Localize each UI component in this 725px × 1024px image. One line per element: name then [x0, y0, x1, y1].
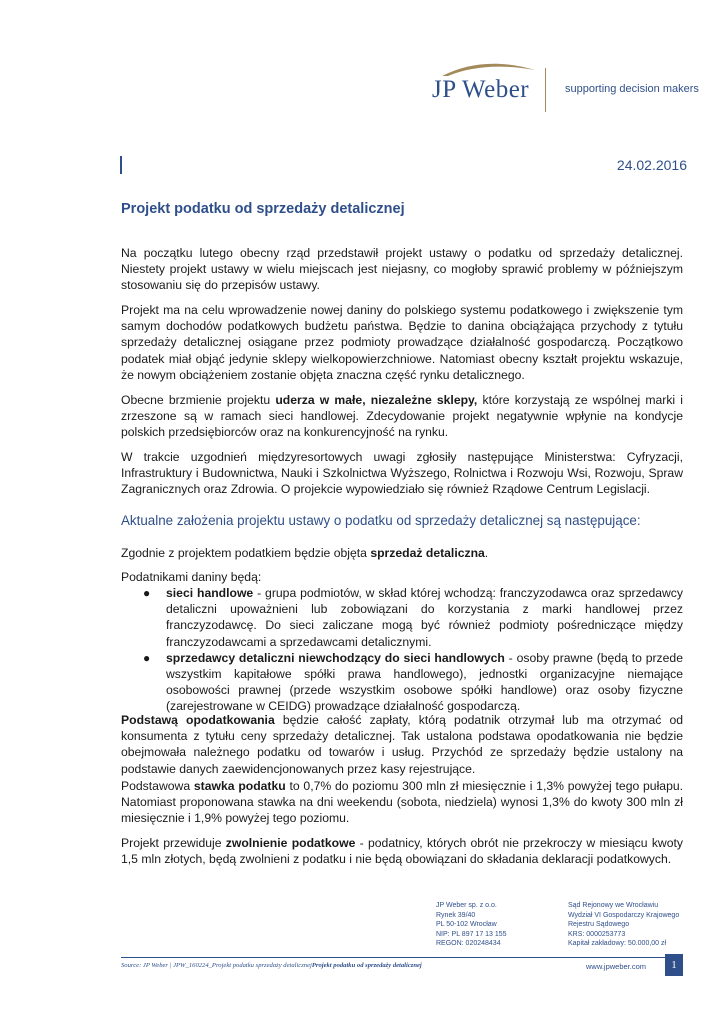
paragraph-tax-base — [121, 712, 683, 777]
footer-company-info — [436, 901, 507, 949]
paragraph-goal: Projekt ma na celu wprowadzenie nowej daniny do polskiego systemu podatkowego i zwiększenie tym samym dochodów podatkowych budżetu państwa. Będzie to danina obciążająca przychody z tytułu sprzedaży detalicznej osiągane przez podmioty prowadzące działalność gospodarczą. Początkowo podatek miał objąć jedynie sklepy wielkopowierzchniowe. Natomiast obecny kształt projektu wskazuje, że nowym obciążeniem zostanie objęta znaczna część rynku detalicznego. — [121, 303, 683, 382]
footer-line: KRS: 0000253773 — [568, 930, 626, 938]
text-run: będzie całość zapłaty, którą podatnik otrzymał lub ma otrzymać od konsumenta z tytułu ceny sprzedaży detalicznej. Tak ustalona podstawa opodatkowania nie będzie obejmowała należnego podatku od towarów i usług. Przychód ze sprzedaży będzie ustalony na podstawie danych zaewidencjonowanych przez kasy rejestrujące. — [121, 713, 683, 776]
footer-court-info — [568, 901, 679, 949]
text-run-bold: sprzedaż detaliczna — [370, 546, 485, 560]
footer-source-text: Source: JP Weber | JPW_160224_Projekt podatku sprzedaży detalicznej — [121, 962, 312, 969]
footer-line: PL 50-102 Wrocław — [436, 921, 497, 928]
text-run-bold: Podstawą opodatkowania — [121, 713, 275, 727]
list-item — [121, 650, 683, 715]
logo-name: JP Weber — [432, 76, 530, 103]
list-item-bold: sieci handlowe — [166, 586, 254, 600]
text-run-bold: stawka podatku — [193, 779, 286, 793]
taxpayers-list — [121, 585, 683, 715]
paragraph-taxpayers: Podatnikami daniny będą: — [121, 570, 262, 584]
paragraph-exemption — [121, 835, 683, 867]
footer-line: REGON: 020248434 — [436, 940, 501, 947]
paragraph-impact — [121, 392, 683, 441]
paragraph-ministries: W trakcie uzgodnień międzyresortowych uwagi zgłosiły następujące Ministerstwa: Cyfryzacji, Infrastruktury i Budownictwa, Nauki i Szkolnictwa Wyższego, Rolnictwa i Rozwoju Wsi, Rozwoju, Spraw Zagranicznych oraz Zdrowia. O projekcie wypowiedziało się również Rządowe Centrum Legislacji. — [121, 450, 683, 497]
footer-line: Wydział VI Gospodarczy Krajowego — [568, 911, 680, 919]
date-bar — [120, 156, 122, 174]
text-run: Podstawowa — [121, 779, 194, 793]
footer-line: Sąd Rejonowy we Wrocławiu — [568, 902, 659, 909]
footer-line: Rynek 39/40 — [436, 911, 476, 919]
list-item-bold: sprzedawcy detaliczni niewchodzący do sieci handlowych — [166, 650, 505, 665]
document-date: 24.02.2016 — [616, 157, 687, 173]
bullet-icon: ● — [143, 650, 151, 665]
footer-website-link[interactable]: www.jpweber.com — [586, 962, 647, 971]
page-number: 1 — [665, 954, 683, 976]
text-run-bold: uderza w małe, niezależne sklepy, — [275, 393, 478, 407]
logo-tagline: supporting decision makers — [565, 83, 699, 95]
list-item — [121, 585, 683, 650]
text-run-bold: zwolnienie podatkowe — [225, 836, 356, 850]
bullet-icon: ● — [143, 586, 151, 600]
footer-line: Kapitał zakładowy: 50.000,00 zł — [568, 940, 667, 947]
paragraph-scope — [121, 545, 683, 561]
text-run: Projekt przewiduje — [121, 836, 226, 850]
text-run: - podatnicy, których obrót nie przekroczy w miesiącu kwoty 1,5 mln złotych, będą zwolnieni z podatku i nie będą obowiązani do składania deklaracji podatkowych. — [121, 836, 683, 867]
logo-divider — [545, 68, 546, 112]
footer-rule — [121, 957, 683, 958]
list-item-text: - osoby prawne (będą to przede wszystkim kapitałowe spółki prawa handlowego), jednostki organizacyjne niemające osobowości prawnej (przede wszystkim osobowe spółki handlowe) oraz osoby fizyczne (zarejestrowane w CEIDG) prowadzące działalność gospodarczą. — [166, 650, 683, 714]
text-run: Obecne brzmienie projektu — [121, 393, 276, 407]
paragraph-tax-rate — [121, 778, 683, 827]
footer-source-bold: Projekt podatku od sprzedaży detalicznej — [311, 962, 422, 969]
text-run: które korzystają ze wspólnej marki i zrzeszone są w ramach sieci handlowej. Zdecydowanie projekt negatywnie wpłynie na kondycje polskich przedsiębiorców oraz na konkurencyjność na rynku. — [121, 393, 684, 440]
page-title: Projekt podatku od sprzedaży detalicznej — [121, 201, 405, 217]
text-run: Zgodnie z projektem podatkiem będzie objęta — [121, 546, 371, 560]
list-item-text: - grupa podmiotów, w skład której wchodzą: franczyzodawca oraz sprzedawcy detaliczni upoważnieni lub zobowiązani do korzystania z marki handlowej przez franczyzodawcę. Do sieci zaliczane mogą być również podmioty pośredniczące między franczyzodawcami a sprzedawcami detalicznymi. — [166, 586, 683, 649]
paragraph-intro: Na początku lutego obecny rząd przedstawił projekt ustawy o podatku od sprzedaży detalicznej. Niestety projekt ustawy w wielu miejscach jest niejasny, co mogłoby sprawić problemy w późniejszym stosowaniu się do przepisów ustawy. — [121, 246, 683, 293]
text-run: . — [484, 546, 489, 560]
footer-line: NIP: PL 897 17 13 155 — [436, 930, 507, 938]
footer-line: JP Weber sp. z o.o. — [436, 902, 497, 909]
section-subheading: Aktualne założenia projektu ustawy o podatku od sprzedaży detalicznej są następujące: — [121, 513, 641, 528]
footer-source — [121, 962, 422, 969]
text-run: to 0,7% do poziomu 300 mln zł miesięcznie i 1,3% powyżej tego pułapu. Natomiast proponowana stawka na dni weekendu (sobota, niedziela) wynosi 1,3% do kwoty 300 mln zł miesięcznie i 1,9% powyżej tego poziomu. — [121, 779, 684, 826]
footer-line: Rejestru Sądowego — [568, 921, 630, 928]
